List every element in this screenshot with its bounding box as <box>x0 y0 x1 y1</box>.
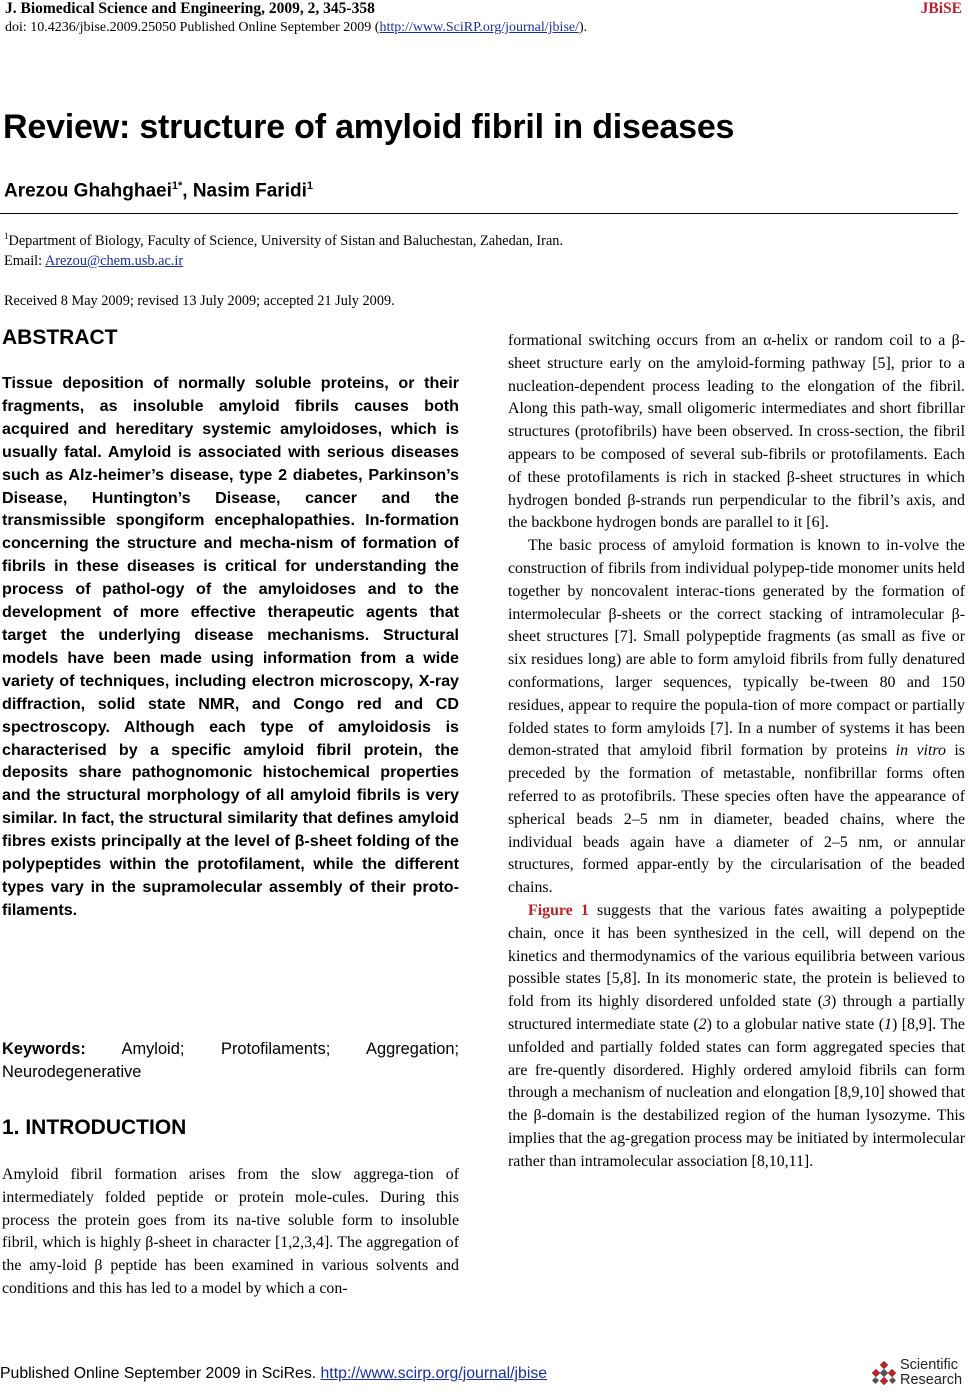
author-2-affil: 1 <box>306 180 313 192</box>
title-divider <box>0 213 958 214</box>
logo-line-2: Research <box>900 1372 963 1388</box>
author-list <box>4 180 313 202</box>
email-link[interactable]: Arezou@chem.usb.ac.ir <box>44 253 184 269</box>
paragraph-3-text-d: ) [8,9]. The unfolded and partially folded states can form aggregated species that are fre-quently disordered. Highly ordered amyloid fibrils can form through a mechanism of nucleation and elongation [8,9,10] showed that the β-domain is the destabilized region of the human lysozyme. This implies that the ag-gregation process may be initiated by intermolecular rather than intramolecular association [8,10,11]. <box>508 1015 965 1170</box>
paragraph-1: formational switching occurs from an α-helix or random coil to a β-sheet structure early on the amyloid-forming pathway [5], prior to a nucleation-dependent process leading to the elongation of the fibril. Along this path-way, small oligomeric intermediates and short fibrillar structures (protofibrils) have been observed. In cross-section, the fibril appears to be composed of several sub-fibrils or protofilaments. Each of these protofilaments is rich in stacked β-sheet structures in which hydrogen bonded β-strands run perpendicular to the fibril’s axis, and the backbone hydrogen bonds are parallel to it [6]. <box>508 332 965 532</box>
footer-journal-link[interactable]: http://www.scirp.org/journal/jbise <box>320 1365 548 1382</box>
introduction-text: Amyloid fibril formation arises from the slow aggrega-tion of intermediately folded peptide or protein mole-cules. During this process the protein goes from its na-tive soluble form to insoluble fibril, which is highly β-sheet in character [1,2,3,4]. The aggregation of the amy-loid β peptide has been examined in various solvents and conditions and this has led to a model by which a con- <box>2 1166 459 1297</box>
email-label: Email: <box>4 253 45 269</box>
keywords-label: Keywords: <box>2 1040 86 1058</box>
journal-url-link[interactable]: http://www.SciRP.org/journal/jbise/ <box>379 20 579 35</box>
abstract-text: Tissue deposition of normally soluble proteins, or their fragments, as insoluble amyloid fibrils causes both acquired and hereditary systemic amyloidoses, which is usually fatal. Amyloid is associated with serious diseases such as Alz-heimer’s disease, type 2 diabetes, Parkinson’s Disease, Huntington’s Disease, cancer and the transmissible spongiform encephalopathies. In-formation concerning the structure and mecha-nism of formation of fibrils in these diseases is critical for understanding the process of pathol-ogy of the amyloidoses and to the development of more effective therapeutic agents that target the underlying disease mechanisms. Structural models have been made using information from a wide variety of techniques, including electron microscopy, X-ray diffraction, solid state NMR, and Congo red and CD spectroscopy. Although each type of amyloidosis is characterised by a specific amyloid fibril protein, the deposits share pathognomonic histochemical properties and the structural morphology of all amyloid fibrils is very similar. In fact, the structural similarity that defines amyloid fibres exists principally at the level of β-sheet folding of the polypeptides within the protofilament, while the different types vary in the supramolecular assembly of their proto-filaments. <box>2 374 459 919</box>
logo-line-1: Scientific <box>900 1357 959 1373</box>
article-title: Review: structure of amyloid fibril in diseases <box>3 108 735 146</box>
introduction-heading: 1. INTRODUCTION <box>2 1116 187 1139</box>
affiliation-marker: 1 <box>4 231 9 241</box>
received-dates: Received 8 May 2009; revised 13 July 2009; accepted 21 July 2009. <box>4 293 395 309</box>
scientific-research-logo <box>870 1358 962 1394</box>
paragraph-3-text-c: ) to a globular native state ( <box>706 1015 885 1033</box>
right-column-text <box>508 330 965 1173</box>
affiliation <box>4 231 563 250</box>
keywords <box>2 1038 459 1084</box>
figure-1-link[interactable]: Figure 1 <box>528 901 589 919</box>
paragraph-3-text-a: suggests that the various fates awaiting a polypeptide chain, once it has been synthesized in the cell, will depend on the kinetics and thermodynamics of the various equilibria between various possible states [5,8]. In its monomeric state, the protein is believed to fold from its highly disordered unfolded state ( <box>508 901 965 1011</box>
doi-suffix: ). <box>579 20 588 35</box>
footer-text: Published Online September 2009 in SciRes. <box>0 1365 321 1382</box>
paragraph-2-text-b: is preceded by the formation of metastable, nonfibrillar forms often referred to as protofibrils. These species often have the appearance of spherical beads 2–5 nm in diameter, beaded chains, where the individual beads again have a diameter of 2–5 nm, or annular structures, formed appar-ently by the circularisation of the beaded chains. <box>508 742 965 897</box>
footer <box>0 1365 547 1383</box>
journal-citation: J. Biomedical Science and Engineering, 2009, 2, 345-358 <box>5 0 375 17</box>
affiliation-text: Department of Biology, Faculty of Science, University of Sistan and Baluchestan, Zahedan, Iran. <box>8 232 564 249</box>
author-1-affil: 1* <box>171 180 183 192</box>
abstract-heading: ABSTRACT <box>2 326 118 349</box>
doi-line <box>5 20 587 36</box>
author-separator: , <box>182 180 193 202</box>
author-1: Arezou Ghahghaei <box>4 180 172 202</box>
state-number-2: 2 <box>698 1015 707 1033</box>
journal-short-name: JBiSE <box>920 0 962 17</box>
state-number-3: 3 <box>823 993 831 1011</box>
doi-prefix: doi: 10.4236/jbise.2009.25050 Published Online September 2009 ( <box>5 20 380 35</box>
in-vitro-term: in vitro <box>895 742 946 760</box>
author-2: Nasim Faridi <box>192 180 307 202</box>
state-number-1: 1 <box>884 1015 892 1033</box>
email-line <box>4 253 183 270</box>
paragraph-2-text-a: The basic process of amyloid formation is known to in-volve the construction of fibrils from individual polypep-tide monomer units held together by noncovalent interac-tions generated by the formation of intermolecular β-sheets or the correct stacking of intramolecular β-sheet structures [7]. Small polypeptide fragments (as small as five or six residues long) are able to form amyloid fibrils from fully denatured conformations, larger sequences, typically be-tween 80 and 150 residues, appear to require the popula-tion of more compact or partially folded states to form amyloids [7]. In a number of systems it has been demon-strated that amyloid fibril formation by proteins <box>508 537 965 760</box>
paragraph-2 <box>508 535 965 900</box>
logo-wordmark <box>900 1358 962 1388</box>
paragraph-3 <box>508 900 965 1174</box>
keywords-list: Amyloid; Protofilaments; Aggregation; Neurodegenerative <box>2 1040 459 1081</box>
paragraph-3-text-b: ) through a partially structured intermediate state ( <box>508 993 965 1033</box>
scires-logo-icon <box>870 1361 898 1389</box>
